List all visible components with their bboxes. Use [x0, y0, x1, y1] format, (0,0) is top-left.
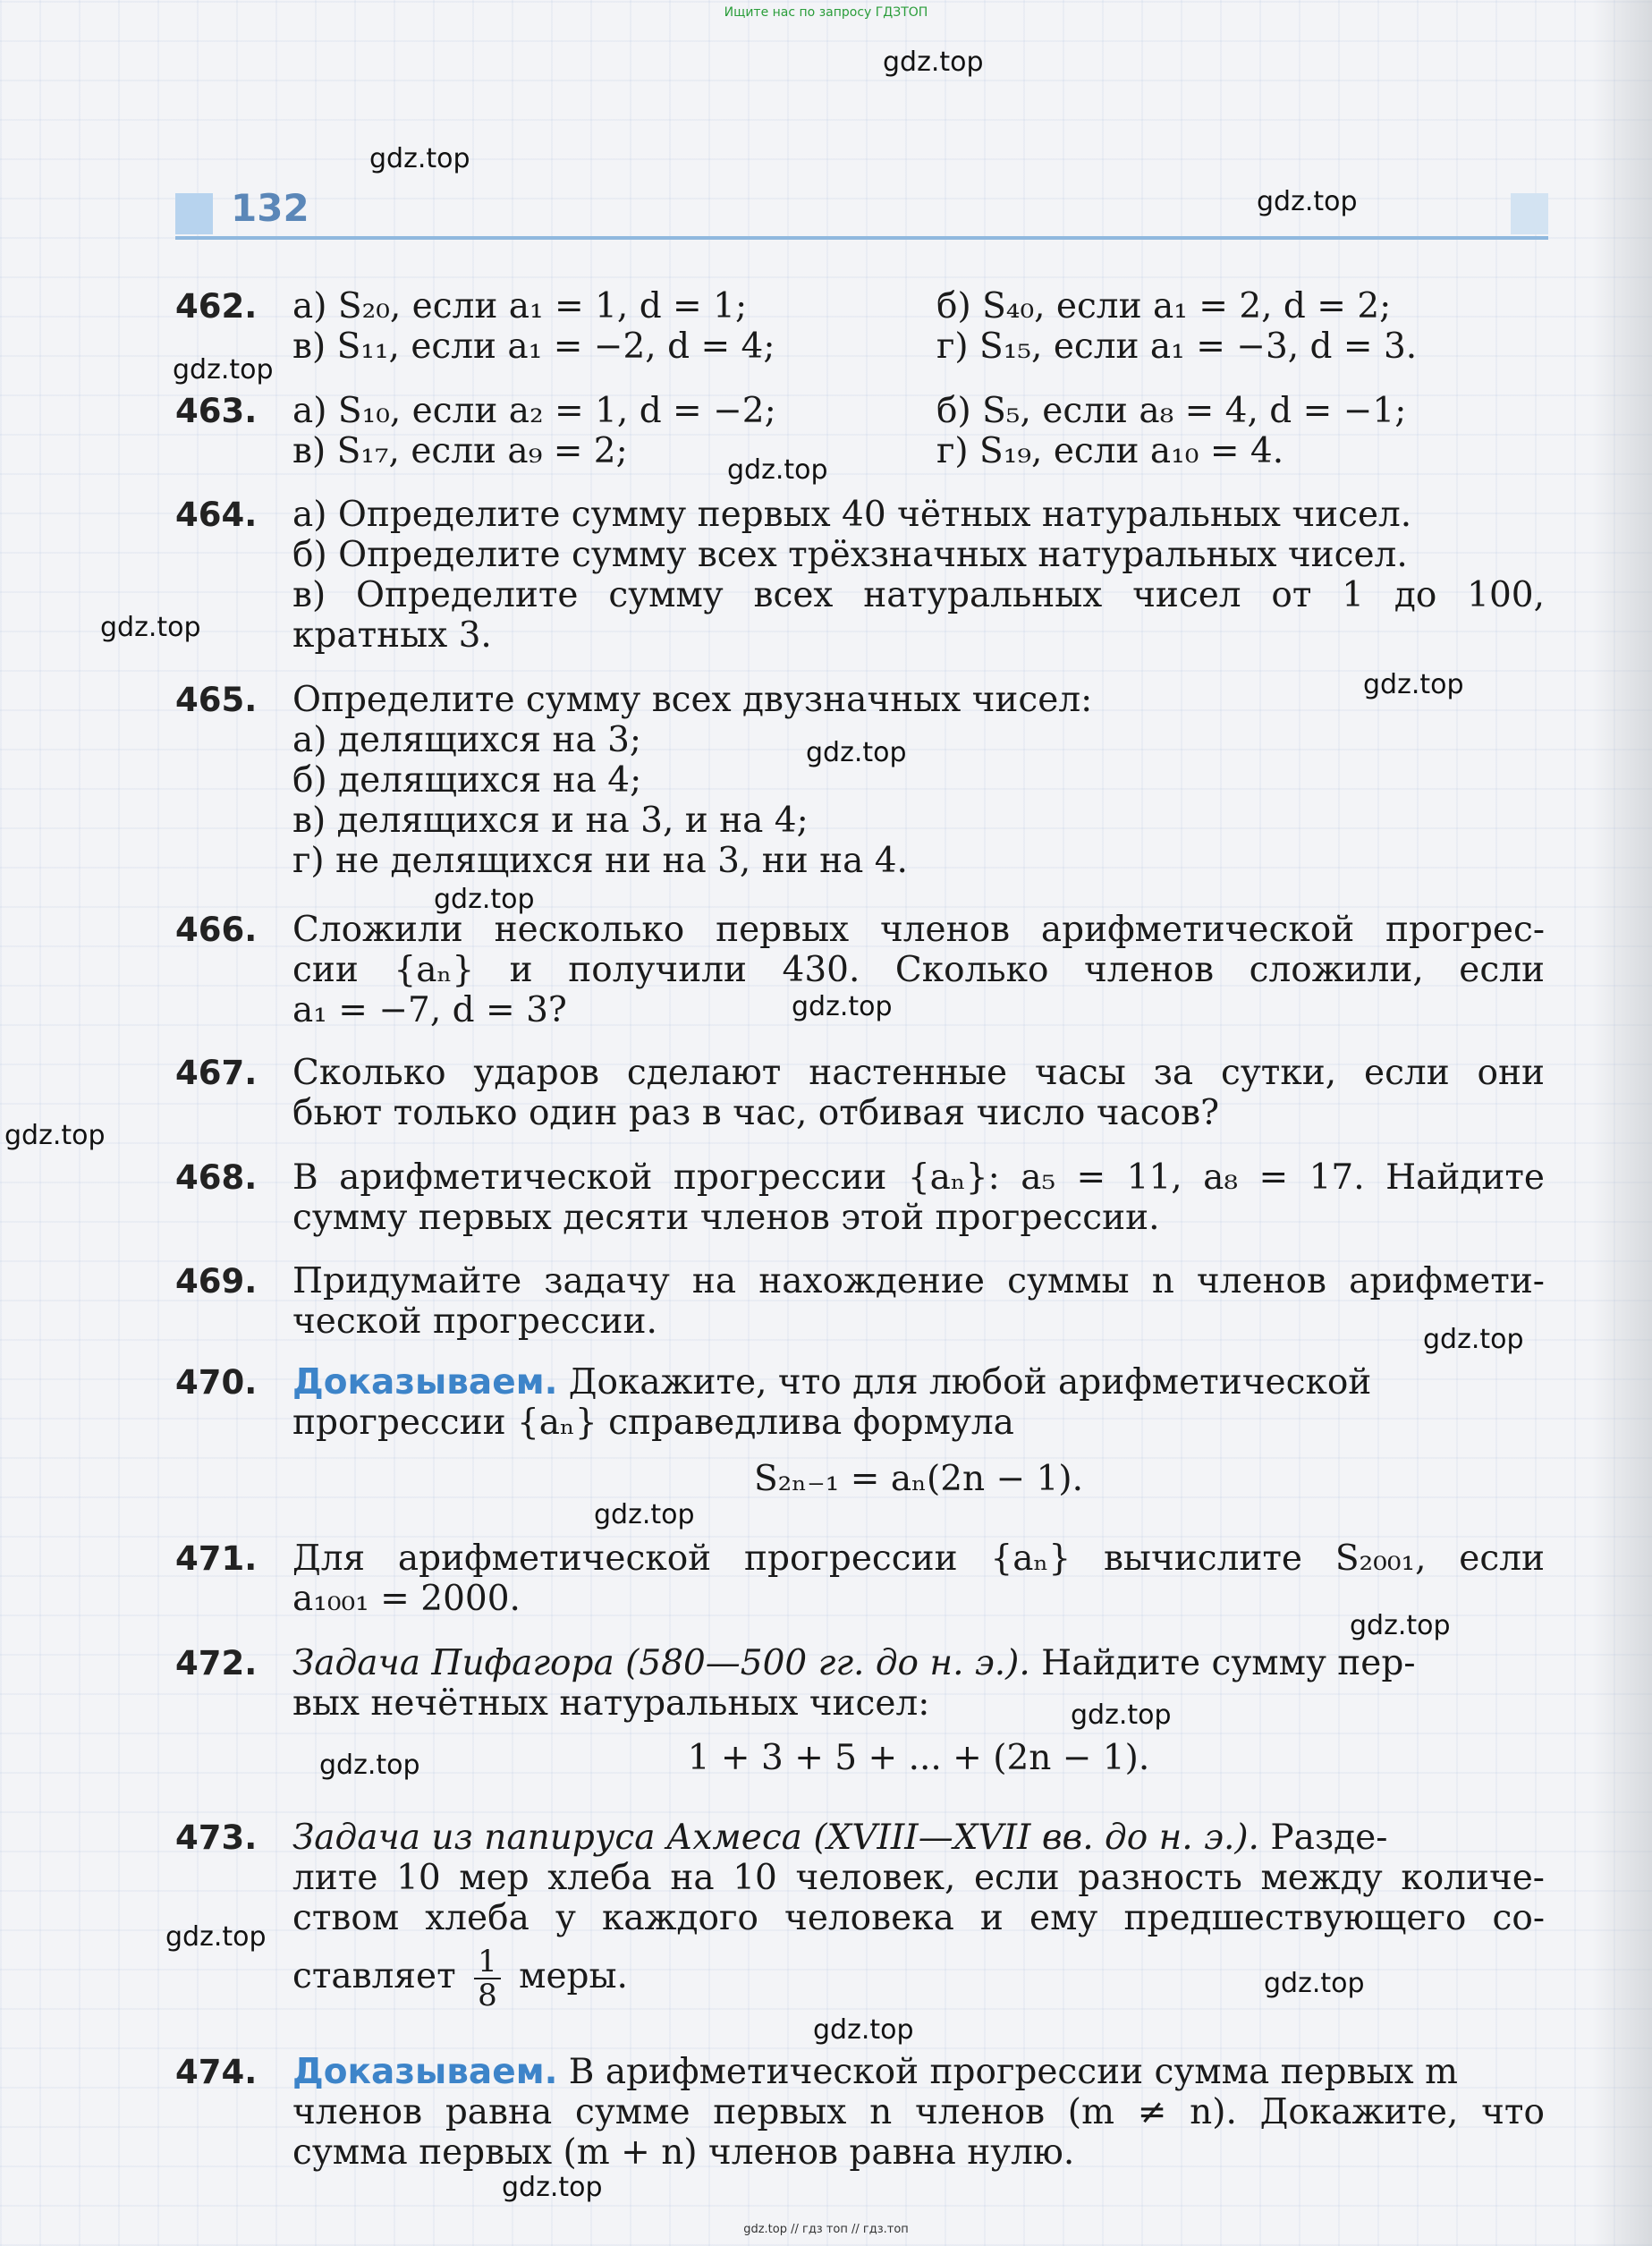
watermark: gdz.top — [4, 1120, 106, 1151]
option-text: в) S₁₇, если a₉ = 2; — [292, 431, 628, 471]
problem-line: в) делящихся и на 3, и на 4; — [292, 801, 809, 841]
watermark: gdz.top — [806, 737, 907, 768]
problem-line: вых нечётных натуральных чисел: — [292, 1683, 930, 1724]
option-text: а) S₁₀, если a₂ = 1, d = −2; — [292, 391, 776, 431]
fraction-numerator: 1 — [474, 1945, 501, 1979]
watermark: gdz.top — [369, 143, 470, 174]
bottom-note: gdz.top // гдз топ // гдз.топ — [743, 2223, 909, 2236]
watermark: gdz.top — [173, 354, 274, 386]
problem-body — [292, 1643, 1545, 1778]
problem-body — [292, 1053, 1545, 1133]
problem-line: а) Определите сумму первых 40 чётных натуральных чисел. — [292, 495, 1412, 535]
watermark: gdz.top — [1363, 669, 1464, 700]
problem-number: 471. — [175, 1539, 258, 1578]
problem-line: лите 10 мер хлеба на 10 человек, если разность между количе- — [292, 1858, 1545, 1898]
watermark: gdz.top — [813, 2014, 914, 2046]
problem-body — [292, 2052, 1545, 2173]
problem-body — [292, 1157, 1545, 1238]
problem-number: 472. — [175, 1644, 258, 1682]
fraction-denominator: 8 — [478, 1978, 497, 2013]
problem-number: 470. — [175, 1363, 258, 1402]
problem-line — [292, 286, 1545, 326]
problem-line: Сложили несколько первых членов арифметической прогрес- — [292, 910, 1545, 950]
top-note: Ищите нас по запросу ГДЗТОП — [724, 5, 928, 20]
problem-line — [292, 2052, 1545, 2092]
option-text: б) S₄₀, если a₁ = 2, d = 2; — [936, 286, 1392, 326]
problem-line: г) не делящихся ни на 3, ни на 4. — [292, 841, 908, 881]
problem-number: 474. — [175, 2053, 258, 2091]
problem-number: 466. — [175, 911, 258, 949]
problem-line: Определите сумму всех двузначных чисел: — [292, 680, 1093, 720]
problem-text: Разде- — [1258, 1818, 1388, 1858]
option-text: а) S₂₀, если a₁ = 1, d = 1; — [292, 286, 748, 326]
option-text: г) S₁₅, если a₁ = −3, d = 3. — [936, 326, 1418, 367]
option-text: г) S₁₉, если a₁₀ = 4. — [936, 431, 1284, 471]
watermark: gdz.top — [502, 2172, 603, 2203]
fraction — [474, 1945, 501, 2012]
watermark: gdz.top — [883, 47, 984, 78]
problem-body — [292, 1261, 1545, 1342]
problem-line: кратных 3. — [292, 615, 492, 656]
problem-text: Докажите, что для любой арифметической — [557, 1362, 1372, 1403]
problem-line: ством хлеба у каждого человека и ему предшествующего со- — [292, 1898, 1545, 1938]
problem-line: Для арифметической прогрессии {aₙ} вычислите S₂₀₀₁, если — [292, 1538, 1545, 1579]
option-text: в) S₁₁, если a₁ = −2, d = 4; — [292, 326, 775, 367]
problem-line: a₁₀₀₁ = 2000. — [292, 1579, 521, 1619]
problem-body — [292, 391, 1545, 471]
problem-number: 468. — [175, 1158, 258, 1197]
problem-text: В арифметической прогрессии сумма первых m — [557, 2052, 1459, 2092]
problem-number: 464. — [175, 496, 258, 534]
problem-line: a₁ = −7, d = 3? — [292, 990, 567, 1030]
problem-line: б) Определите сумму всех трёхзначных натуральных чисел. — [292, 535, 1408, 575]
problem-body — [292, 286, 1545, 367]
problem-line: сии {aₙ} и получили 430. Сколько членов сложили, если — [292, 950, 1545, 990]
page-number: 132 — [231, 186, 309, 230]
problem-body — [292, 1538, 1545, 1619]
problem-title: Задача Пифагора (580—500 гг. до н. э.). — [292, 1643, 1030, 1683]
watermark: gdz.top — [165, 1921, 267, 1953]
problem-line — [292, 391, 1545, 431]
formula: 1 + 3 + 5 + ... + (2n − 1). — [687, 1738, 1150, 1778]
problem-body — [292, 680, 1545, 881]
problem-number: 462. — [175, 287, 258, 326]
watermark: gdz.top — [594, 1499, 695, 1530]
problem-text: меры. — [519, 1956, 628, 1996]
problem-number: 467. — [175, 1054, 258, 1092]
watermark: gdz.top — [434, 884, 535, 915]
header-tab-right — [1511, 193, 1548, 234]
problem-line: б) делящихся на 4; — [292, 760, 642, 801]
option-text: б) S₅, если a₈ = 4, d = −1; — [936, 391, 1407, 431]
problem-line: ческой прогрессии. — [292, 1301, 657, 1342]
problem-line: прогрессии {aₙ} справедлива формула — [292, 1403, 1014, 1443]
key-label: Доказываем. — [292, 1362, 558, 1403]
problem-number: 469. — [175, 1262, 258, 1301]
problem-title: Задача из папируса Ахмеса (XVIII—XVII вв. до н. э.). — [292, 1818, 1259, 1858]
formula: S₂ₙ₋₁ = aₙ(2n − 1). — [753, 1459, 1084, 1499]
problem-line: Придумайте задачу на нахождение суммы n членов арифмети- — [292, 1261, 1545, 1301]
problem-line — [292, 1643, 1545, 1683]
problem-line: в) Определите сумму всех натуральных чисел от 1 до 100, — [292, 575, 1545, 615]
watermark: gdz.top — [1257, 186, 1358, 217]
problem-line — [292, 1818, 1545, 1858]
problem-number: 463. — [175, 392, 258, 430]
watermark: gdz.top — [792, 991, 893, 1022]
problem-text: Найдите сумму пер- — [1029, 1643, 1416, 1683]
key-label: Доказываем. — [292, 2052, 558, 2092]
problem-line — [292, 431, 1545, 471]
watermark: gdz.top — [319, 1750, 420, 1781]
watermark: gdz.top — [100, 612, 201, 643]
watermark: gdz.top — [1071, 1699, 1172, 1731]
problem-line — [292, 326, 1545, 367]
problem-line: Сколько ударов сделают настенные часы за сутки, если они — [292, 1053, 1545, 1093]
watermark: gdz.top — [1423, 1324, 1524, 1355]
problem-line: бьют только один раз в час, отбивая число часов? — [292, 1093, 1219, 1133]
problem-number: 473. — [175, 1818, 258, 1857]
problem-line: а) делящихся на 3; — [292, 720, 642, 760]
problem-body — [292, 1362, 1545, 1499]
watermark: gdz.top — [1350, 1610, 1451, 1641]
problem-number: 465. — [175, 681, 258, 719]
problem-line: В арифметической прогрессии {aₙ}: a₅ = 11, a₈ = 17. Найдите — [292, 1157, 1545, 1198]
problem-line: сумма первых (m + n) членов равна нулю. — [292, 2132, 1075, 2173]
watermark: gdz.top — [1264, 1968, 1365, 1999]
problem-line: членов равна сумме первых n членов (m ≠ n). Докажите, что — [292, 2092, 1545, 2132]
problem-text: ставляет — [292, 1956, 456, 1996]
problem-body — [292, 495, 1545, 656]
problem-line: сумму первых десяти членов этой прогрессии. — [292, 1198, 1160, 1238]
header-tab-left — [175, 193, 213, 234]
watermark: gdz.top — [727, 454, 828, 486]
problem-line — [292, 1362, 1545, 1403]
problem-body — [292, 910, 1545, 1030]
